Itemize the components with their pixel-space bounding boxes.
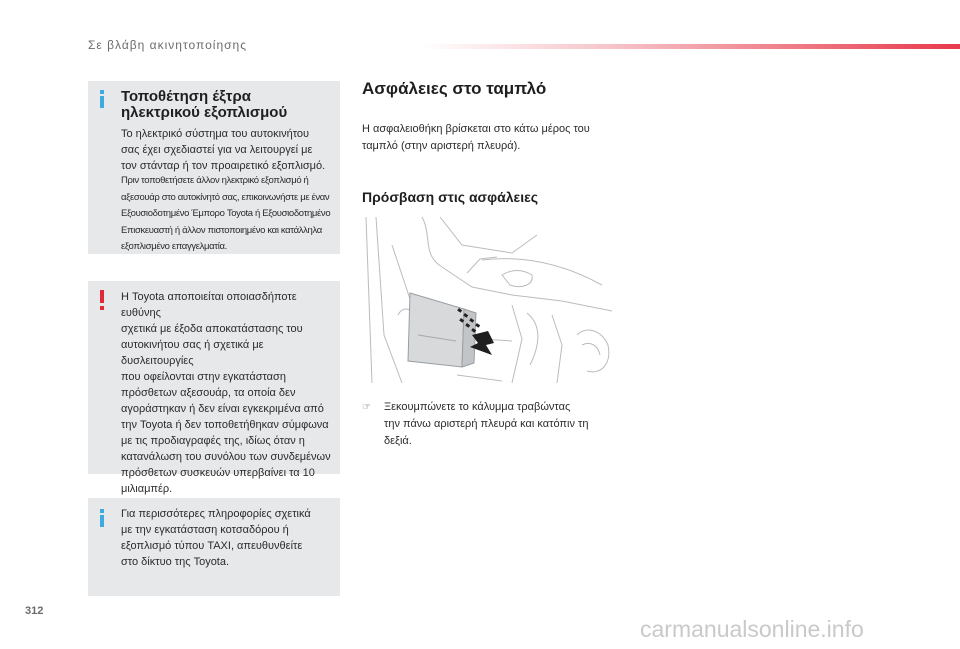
text-line: Η ασφαλειοθήκη βρίσκεται στο κάτω μέρος του — [362, 123, 590, 135]
text-line: Ξεκουμπώνετε το κάλυμμα τραβώντας — [384, 401, 571, 413]
header-accent-bar — [420, 44, 960, 49]
info-box-towbar-taxi — [88, 498, 340, 596]
bullet-arrow-icon: ☞ — [362, 402, 371, 413]
text-line: εξοπλισμένο επαγγελματία. — [121, 241, 227, 252]
page-number: 312 — [25, 605, 44, 617]
text-line: στο δίκτυο της Toyota. — [121, 556, 230, 568]
text-line: την πάνω αριστερή πλευρά και κατόπιν τη — [384, 418, 589, 430]
dashboard-drawing — [362, 215, 615, 385]
text-line: με τις προδιαγραφές της, ιδίως όταν η — [121, 435, 305, 447]
info-box-title — [121, 89, 336, 121]
warning-box-text — [121, 289, 336, 497]
text-line: σχετικά με έξοδα αποκατάστασης του — [121, 323, 303, 335]
watermark: carmanualsonline.info — [640, 616, 864, 642]
section-header: Σε βλάβη ακινητοποίησης — [88, 38, 248, 52]
text-line: την Toyota ή δεν τοποθετήθηκαν σύμφωνα — [121, 419, 329, 431]
info-box-note — [121, 173, 336, 256]
info-box-text — [121, 126, 336, 174]
text-line: πρόσθετων συσκευών υπερβαίνει τα 10 — [121, 467, 315, 479]
info-box-electrical-equipment — [88, 81, 340, 254]
main-title: Ασφάλειες στο ταμπλό — [362, 79, 547, 98]
subtitle: Πρόσβαση στις ασφάλειες — [362, 189, 539, 205]
text-line: με την εγκατάσταση κοτσαδόρου ή — [121, 524, 289, 536]
warning-icon — [100, 290, 104, 310]
fuse-box-illustration — [362, 215, 615, 385]
text-line: Το ηλεκτρικό σύστημα του αυτοκινήτου — [121, 128, 310, 140]
text-line: κατανάλωση του συνόλου των συνδεμένων — [121, 451, 331, 463]
text-line: μιλιαμπέρ. — [121, 483, 173, 495]
text-line: που οφείλονται στην εγκατάσταση — [121, 371, 286, 383]
info-box-title-line: ηλεκτρικού εξοπλισμού — [121, 104, 288, 121]
info-icon — [100, 509, 104, 523]
text-line: Εξουσιοδοτημένο Έμπορο Toyota ή Εξουσιοδοτημένο — [121, 208, 331, 219]
text-line: Επισκευαστή ή άλλον πιστοποιημένο και κατάλληλα — [121, 224, 322, 236]
text-line: Για περισσότερες πληροφορίες σχετικά — [121, 508, 311, 520]
info-box-text — [121, 506, 336, 570]
text-line: τον στάνταρ ή τον προαιρετικό εξοπλισμό. — [121, 160, 326, 172]
info-icon — [100, 90, 104, 104]
text-line: Η Toyota αποποιείται οποιασδήποτε ευθύνης — [121, 291, 297, 319]
text-line: σας έχει σχεδιαστεί για να λειτουργεί με — [121, 144, 313, 156]
text-line: Πριν τοποθετήσετε άλλον ηλεκτρικό εξοπλισμό ή — [121, 175, 309, 186]
text-line: εξοπλισμό τύπου TAXI, απευθυνθείτε — [121, 540, 303, 552]
text-line: αξεσουάρ στο αυτοκίνητό σας, επικοινωνήστε με έναν — [121, 191, 330, 203]
warning-box-toyota-liability — [88, 281, 340, 495]
text-line: αυτοκινήτου σας ή σχετικά με δυσλειτουργίες — [121, 339, 264, 367]
instruction-text — [384, 399, 634, 450]
info-box-title-line: Τοποθέτηση έξτρα — [121, 88, 251, 105]
text-line: αγοράστηκαν ή δεν είναι εγκεκριμένα από — [121, 403, 324, 415]
intro-text — [362, 121, 632, 155]
text-line: ταμπλό (στην αριστερή πλευρά). — [362, 140, 521, 152]
text-line: πρόσθετων αξεσουάρ, τα οποία δεν — [121, 387, 296, 399]
text-line: δεξιά. — [384, 435, 412, 447]
